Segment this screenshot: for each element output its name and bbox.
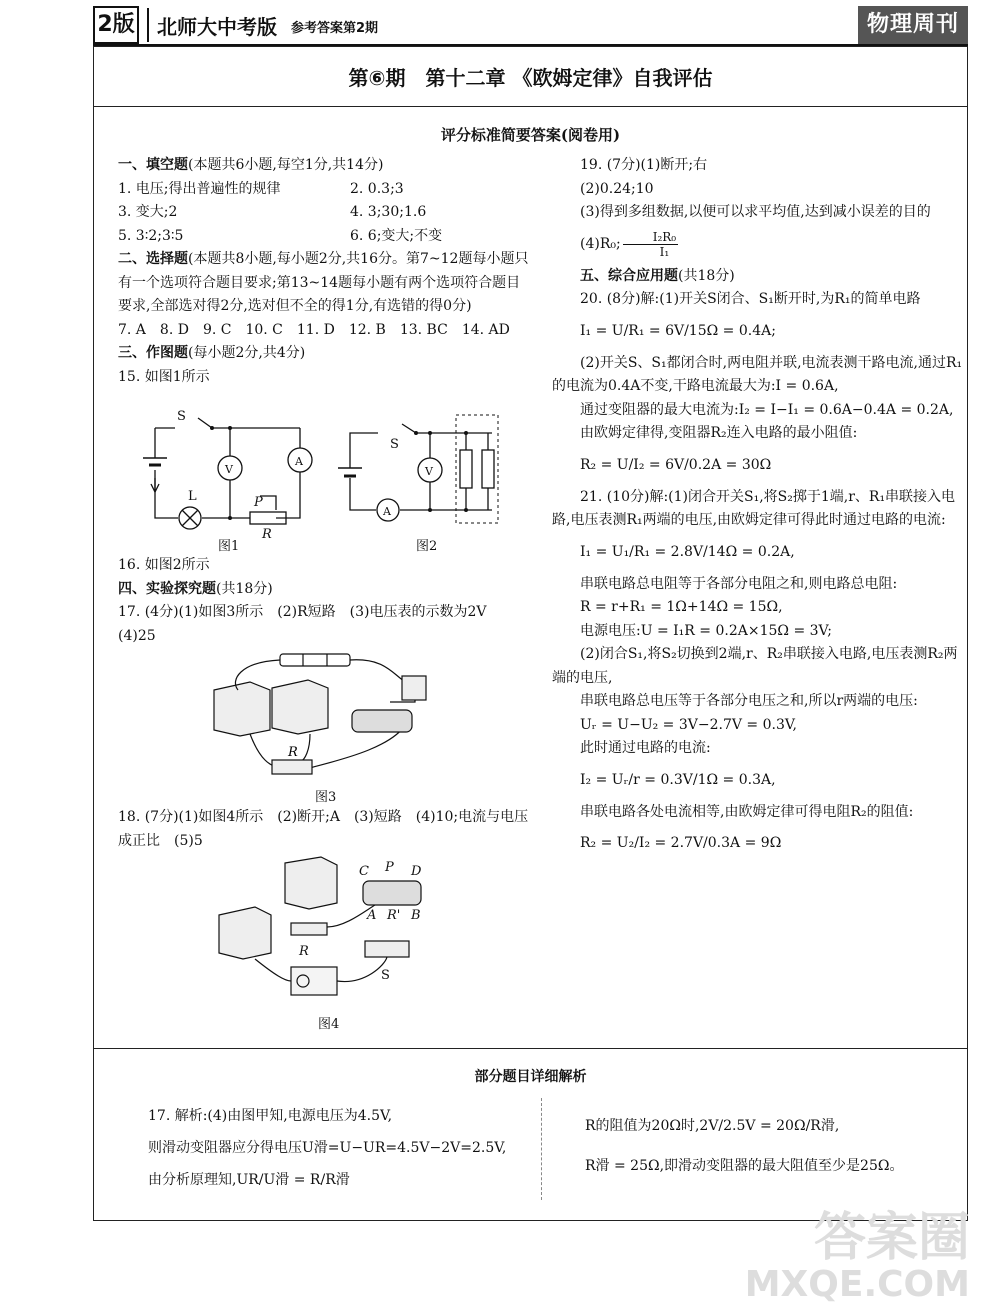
left-column-cont [118,554,530,648]
section-subtitle: 评分标准简要答案(阅卷用) [440,126,621,144]
section-heading: 四、实验探究题 [118,580,216,597]
answer-item: (2)闭合S₁,将S₂切换到2端,r、R₂串联接入电路,电压表测R₂两端的电压, [552,646,958,686]
analysis-line: 由分析原理知,UR/U滑 = R/R滑 [148,1172,350,1188]
answer-item: 16. 如图2所示 [118,557,210,573]
rheostat-label: R' [387,908,401,923]
answer-item: 15. 如图1所示 [118,368,210,385]
analysis-title: 部分题目详细解析 [474,1069,587,1085]
section-note: (本题共6小题,每空1分,共14分) [188,157,384,173]
answer-item: 21. (10分)解:(1)闭合开关S₁,将S₂掷于1端,r、R₁串联接入电路,电压表测R₁两端的电压,由欧姆定律可得此时通过电路的电流: [552,488,956,528]
answer-item: (4)R₀; [580,235,621,252]
answer-item: (2)开关S、S₁都闭合时,两电阻并联,电流表测干路电流,通过R₁的电流为0.4A不变,干路电流最大为:I = 0.6A, [552,354,963,394]
ammeter-symbol: A [295,455,303,468]
equation: I₁ = U₁/R₁ = 2.8V/14Ω = 0.2A, [580,543,795,560]
analysis-line: R滑 = 25Ω,即滑动变阻器的最大阻值至少是25Ω。 [585,1158,904,1174]
section-note: (共18分) [678,267,735,284]
answer-item: 20. (8分)解:(1)开关S闭合、S₁断开时,为R₁的简单电路 [580,291,921,307]
answer-item: 由欧姆定律得,变阻器R₂连入电路的最小阻值: [580,425,858,441]
analysis-line: 则滑动变阻器应分得电压U滑=U−UR=4.5V−2V=2.5V, [148,1140,507,1156]
voltmeter-symbol: V [225,463,233,476]
switch-label: S [177,409,186,424]
equation: I₁ = U/R₁ = 6V/15Ω = 0.4A; [580,322,776,339]
figure-caption: 图4 [318,1017,340,1032]
equation: R₂ = U/I₂ = 6V/0.2A = 30Ω [580,456,772,473]
equation: I₂ = Uᵣ/r = 0.3V/1Ω = 0.3A, [580,771,776,788]
answer-item: 此时通过电路的电流: [580,740,711,756]
analysis-column-divider [541,1098,542,1200]
terminal-label: D [411,864,422,879]
answer-item: Uᵣ = U−U₂ = 3V−2.7V = 0.3V, [580,716,797,733]
site-watermark: 答案圈 MXQE.COM [744,1208,970,1305]
analysis-line: 17. 解析:(4)由图甲知,电源电压为4.5V, [148,1108,393,1124]
terminal-label: C [359,864,369,879]
figure-caption: 图2 [416,539,438,554]
answer-item: 4. 3;30;1.6 [350,204,427,220]
circuit-figures [140,410,520,540]
answer-item: 5. 3∶2;3∶5 [118,227,184,244]
analysis-line: R的阻值为20Ω时,2V/2.5V = 20Ω/R滑, [585,1118,840,1134]
right-column [552,154,964,864]
answer-item: 18. (7分)(1)如图4所示 (2)断开;A (3)短路 (4)10;电流与电压成正比 (5)5 [118,809,529,849]
title-divider [93,106,968,107]
section-note: (每小题2分,共4分) [188,345,306,361]
left-column [118,154,530,389]
fraction: $\frac{\text{I₂R₀}}{\text{I₁}}$ [623,230,678,259]
section-heading: 二、选择题 [118,251,188,267]
header-divider [147,8,149,42]
answer-item: 1. 电压;得出普遍性的规律 [118,180,281,197]
answer-item: 19. (7分)(1)断开;右 [580,157,708,173]
resistor-label: R [299,944,309,959]
terminal-label: P [385,860,394,875]
switch-label: S [381,968,390,983]
analysis-divider [93,1048,968,1049]
lamp-label: L [188,489,197,504]
resistor-label: R [288,745,298,760]
equation: R₂ = U₂/I₂ = 2.7V/0.3A = 9Ω [580,835,782,852]
answer-item: 17. (4分)(1)如图3所示 (2)R短路 (3)电压表的示数为2V (4)25 [118,604,501,644]
edition-label: 2版 [93,6,139,44]
page-header [93,6,968,44]
analysis-right [585,1106,955,1186]
choice-answers: 7. A 8. D 9. C 10. C 11. D 12. B 13. BC 14. AD [118,321,510,338]
answer-item: 2. 0.3;3 [350,180,404,197]
answer-item: (3)得到多组数据,以便可以求平均值,达到减小误差的目的 [580,204,931,220]
rheostat-label: R [262,527,272,542]
terminal-label: A [367,908,377,923]
answer-item: 串联电路总电压等于各部分电压之和,所以r两端的电压: [580,693,918,709]
slider-label: P [254,495,263,510]
experiment-figure-3 [210,650,440,780]
section-heading: 五、综合应用题 [580,267,678,284]
ammeter-symbol: A [383,505,391,518]
brand-logo: 物理周刊 [858,6,968,44]
page-title: 第⑥期 第十二章 《欧姆定律》自我评估 [348,66,713,90]
answer-item: (2)0.24;10 [580,180,654,197]
section-note: (本题共8小题,每小题2分,共16分。第7~12题每小题只有一个选项符合题目要求;第13~14题每小题有两个选项符合题目要求,全部选对得2分,选对但不全的得1分,有选错的得0分) [118,251,529,314]
answer-item: 串联电路总电阻等于各部分电阻之和,则电路总电阻: [580,575,898,592]
figure-caption: 图3 [315,790,337,805]
terminal-label: B [411,908,421,923]
answer-item: 3. 变大;2 [118,204,178,220]
figure-caption: 图1 [218,539,240,554]
answer-item: R = r+R₁ = 1Ω+14Ω = 15Ω, [580,599,783,615]
answer-item: 通过变阻器的最大电流为:I₂ = I−I₁ = 0.6A−0.4A = 0.2A, [580,401,954,418]
experiment-figure-4 [215,855,435,1005]
section-note: (共18分) [216,580,273,597]
answer-item: 串联电路各处电流相等,由欧姆定律可得电阻R₂的阻值: [580,803,914,820]
answer-item: 6. 6;变大;不变 [350,227,443,244]
voltmeter-symbol: V [425,465,433,478]
section-heading: 三、作图题 [118,345,188,361]
answer-item: 电源电压:U = I₁R = 0.2A×15Ω = 3V; [580,622,832,639]
publication-name: 北师大中考版 [157,15,277,39]
left-column-cont2 [118,806,530,853]
switch-label: S [390,437,399,452]
analysis-left [148,1100,528,1196]
issue-label: 参考答案第2期 [291,21,379,36]
section-heading: 一、填空题 [118,157,188,173]
